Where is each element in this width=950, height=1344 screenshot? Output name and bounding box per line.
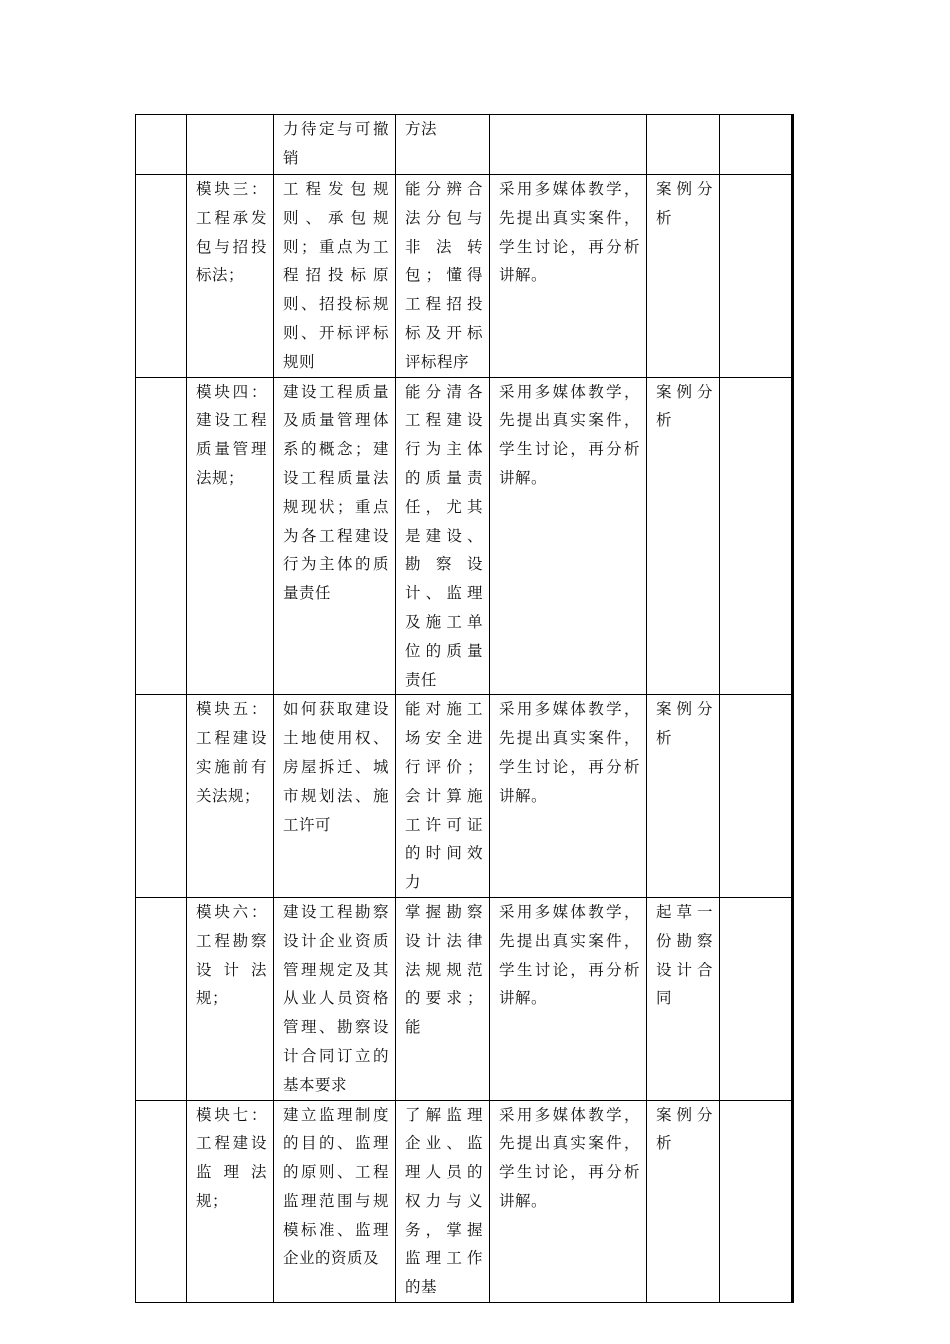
module-cell: 模块六：工程勘察设计法规； [187,897,274,1100]
table-row [136,377,793,695]
extra-cell [720,175,793,378]
table-row [136,897,793,1100]
content-cell: 建立监理制度的目的、监理的原则、工程监理范围与规模标准、监理企业的资质及 [274,1100,396,1303]
index-cell [136,377,187,695]
ability-cell: 方法 [396,115,490,175]
module-cell: 模块四：建设工程质量管理法规； [187,377,274,695]
ability-cell: 掌握勘察设计法律法规规范的要求；能 [396,897,490,1100]
index-cell [136,695,187,898]
module-cell: 模块七：工程建设监理法规； [187,1100,274,1303]
method-cell: 采用多媒体教学，先提出真实案件，学生讨论，再分析讲解。 [490,897,647,1100]
activity-cell: 案例分析 [647,1100,720,1303]
method-cell: 采用多媒体教学，先提出真实案件，学生讨论，再分析讲解。 [490,695,647,898]
extra-cell [720,1100,793,1303]
index-cell [136,175,187,378]
activity-cell: 案例分析 [647,175,720,378]
ability-cell: 能分清各工程建设行为主体的质量责任，尤其是建设、勘察设计、监理及施工单位的质量责任 [396,377,490,695]
content-cell: 力待定与可撤销 [274,115,396,175]
extra-cell [720,115,793,175]
content-cell: 建设工程质量及质量管理体系的概念；建设工程质量法规现状；重点为各工程建设行为主体的质量责任 [274,377,396,695]
ability-cell: 能对施工场安全进行评价；会计算施工许可证的时间效力 [396,695,490,898]
module-cell: 模块三：工程承发包与招投标法； [187,175,274,378]
module-cell: 模块五：工程建设实施前有关法规； [187,695,274,898]
extra-cell [720,695,793,898]
extra-cell [720,897,793,1100]
index-cell [136,897,187,1100]
method-cell [490,115,647,175]
content-cell: 建设工程勘察设计企业资质管理规定及其从业人员资格管理、勘察设计合同订立的基本要求 [274,897,396,1100]
method-cell: 采用多媒体教学，先提出真实案件，学生讨论，再分析讲解。 [490,377,647,695]
table-row [136,115,793,175]
content-cell: 如何获取建设土地使用权、房屋拆迁、城市规划法、施工许可 [274,695,396,898]
index-cell [136,115,187,175]
index-cell [136,1100,187,1303]
method-cell: 采用多媒体教学，先提出真实案件，学生讨论，再分析讲解。 [490,1100,647,1303]
activity-cell [647,115,720,175]
extra-cell [720,377,793,695]
module-cell [187,115,274,175]
activity-cell: 案例分析 [647,377,720,695]
ability-cell: 能分辨合法分包与非法转包；懂得工程招投标及开标评标程序 [396,175,490,378]
method-cell: 采用多媒体教学，先提出真实案件，学生讨论，再分析讲解。 [490,175,647,378]
content-cell: 工程发包规则、承包规则；重点为工程招投标原则、招投标规则、开标评标规则 [274,175,396,378]
activity-cell: 案例分析 [647,695,720,898]
course-module-table [135,114,794,1303]
table-row [136,695,793,898]
ability-cell: 了解监理企业、监理人员的权力与义务，掌握监理工作的基 [396,1100,490,1303]
table-row [136,1100,793,1303]
table-row [136,175,793,378]
activity-cell: 起草一份勘察设计合同 [647,897,720,1100]
